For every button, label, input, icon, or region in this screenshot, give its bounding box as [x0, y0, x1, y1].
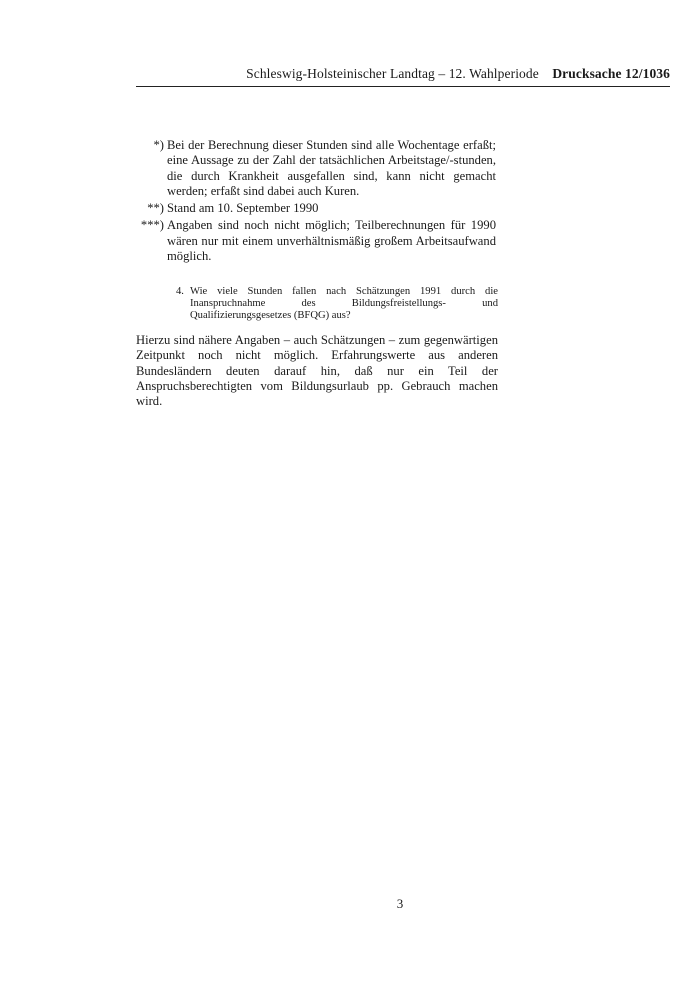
footnote-mark: *): [153, 138, 164, 152]
footnote-mark: ***): [140, 218, 164, 233]
question-text: Wie viele Stunden fallen nach Schätzungen 1991 durch die Inanspruchnahme des Bildungsfreistellungs- und Qualifizierungsgesetzes (BFQG) aus?: [190, 286, 498, 321]
header-title: Schleswig-Holsteinischer Landtag – 12. Wahlperiode: [246, 66, 539, 81]
page-number: 3: [396, 896, 404, 911]
footnote-text: Angaben sind noch nicht möglich; Teilberechnungen für 1990 wären nur mit einem unverhältnismäßig großem Arbeitsaufwand möglich.: [167, 218, 496, 264]
footnote: [136, 138, 496, 199]
footnote: [136, 201, 496, 216]
page-header: [136, 66, 670, 86]
document-reference: Drucksache 12/1036: [552, 66, 670, 81]
question-number: 4.: [176, 286, 184, 297]
footnote-text: Stand am 10. September 1990: [167, 201, 319, 216]
question: [176, 286, 498, 322]
answer-text: Hierzu sind nähere Angaben – auch Schätzungen – zum gegenwärtigen Zeitpunkt noch nicht möglich. Erfahrungswerte aus anderen Bundesländern deuten darauf hin, daß nur ein Teil der Anspruchsberechtigten vom Bildungsurlaub pp. Gebrauch machen wird.: [136, 333, 498, 409]
footnote: [136, 218, 496, 264]
footnote-text: Bei der Berechnung dieser Stunden sind alle Wochentage erfaßt; eine Aussage zu der Zahl der tatsächlichen Arbeitstage/-stunden, die durch Krankheit ausgefallen sind, kann nicht gemacht werden; erfaßt sind dabei auch Kuren.: [167, 138, 496, 198]
footnotes: [136, 138, 496, 266]
header-rule: [136, 86, 670, 87]
footnote-mark: **): [147, 201, 164, 216]
